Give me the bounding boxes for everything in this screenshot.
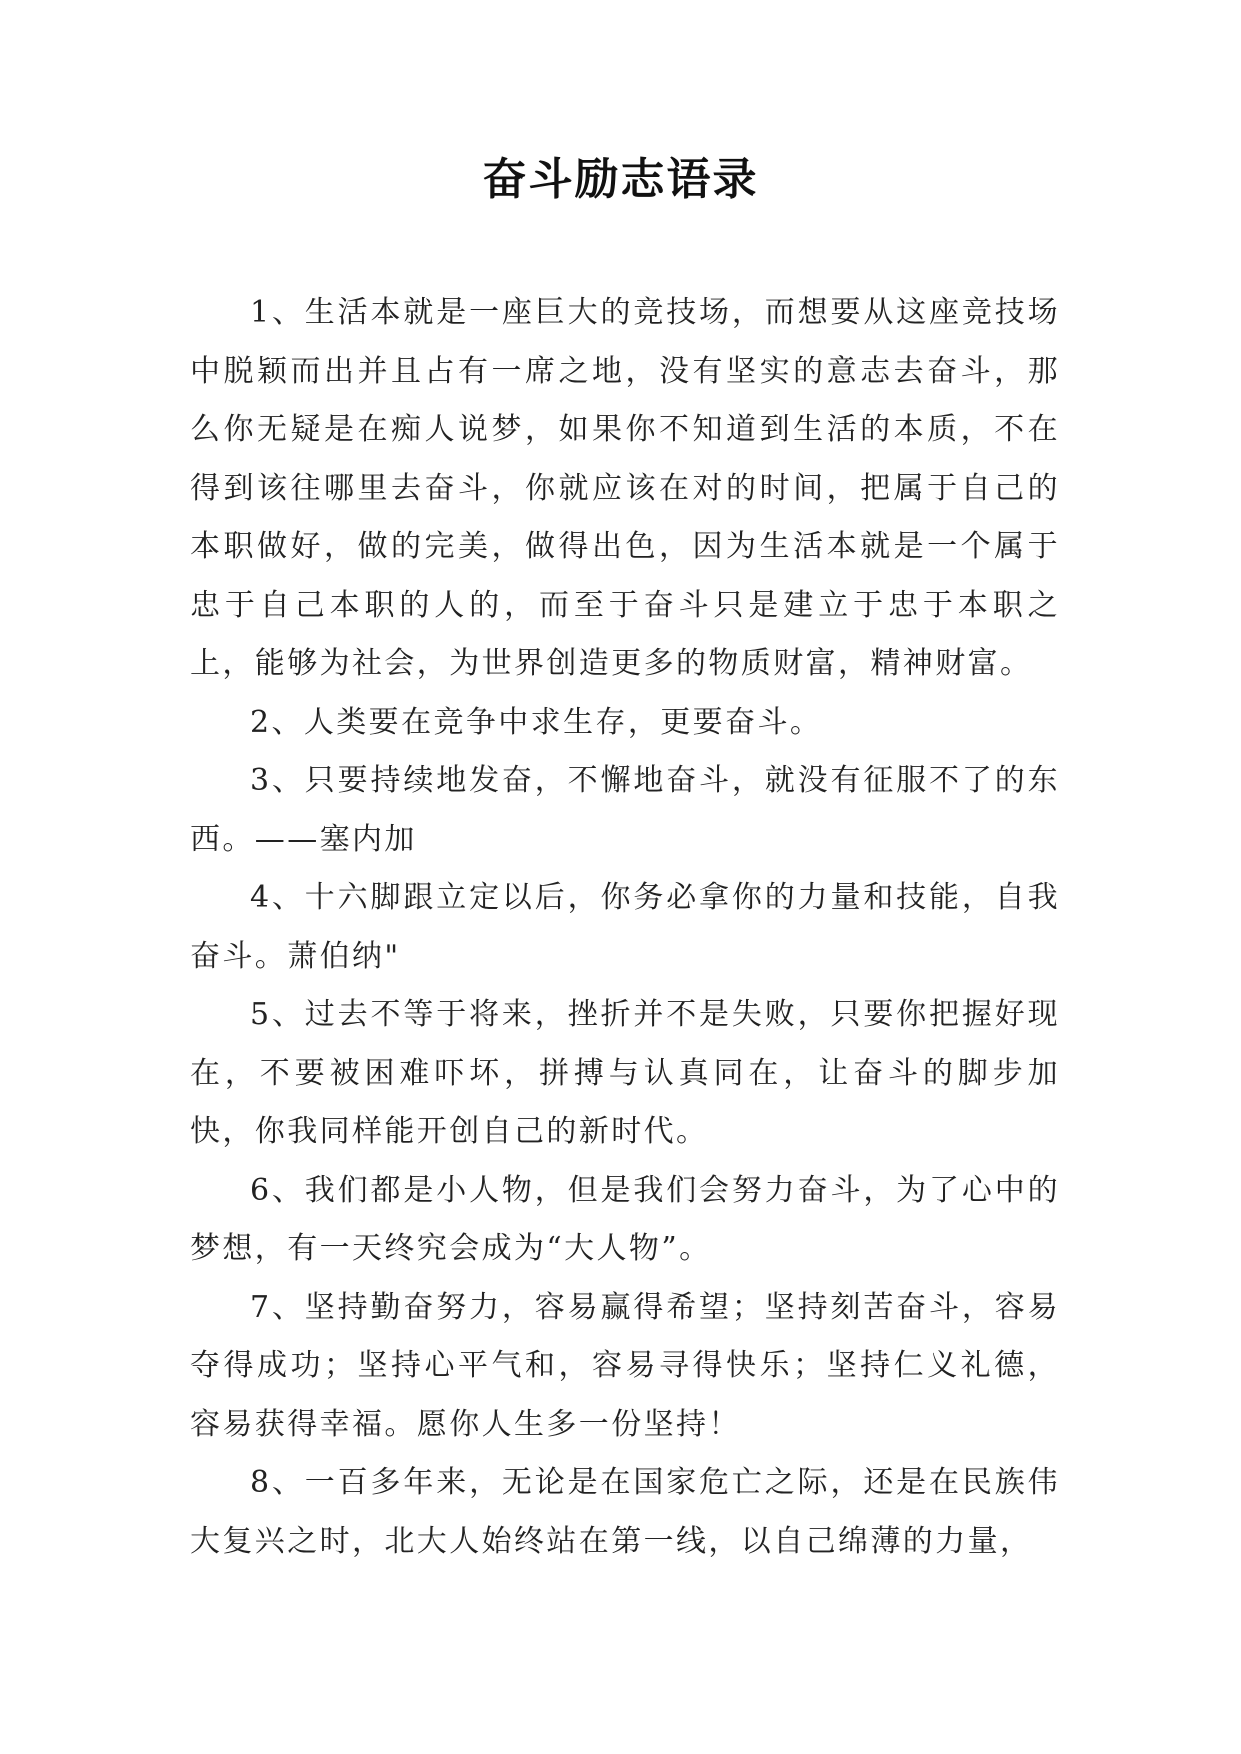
paragraph-1: 1、生活本就是一座巨大的竞技场，而想要从这座竞技场中脱颖而出并且占有一席之地，没有坚实的意志去奋斗，那么你无疑是在痴人说梦，如果你不知道到生活的本质，不在得到该往哪里去奋斗，你就应该在对的时间，把属于自己的本职做好，做的完美，做得出色，因为生活本就是一个属于忠于自己本职的人的，而至于奋斗只是建立于忠于本职之上，能够为社会，为世界创造更多的物质财富，精神财富。: [190, 295, 1060, 681]
paragraph-6: 6、我们都是小人物，但是我们会努力奋斗，为了心中的梦想，有一天终究会成为“大人物”。: [190, 1172, 1060, 1266]
document-title: 奋斗励志语录: [482, 154, 759, 205]
document-body: [190, 284, 1060, 1571]
paragraph-5: 5、过去不等于将来，挫折并不是失败，只要你把握好现在，不要被困难吓坏，拼搏与认真同在，让奋斗的脚步加快，你我同样能开创自己的新时代。: [190, 997, 1060, 1149]
paragraph-2: 2、人类要在竞争中求生存，更要奋斗。: [250, 704, 823, 740]
paragraph-3: 3、只要持续地发奋，不懈地奋斗，就没有征服不了的东西。——塞内加: [190, 763, 1060, 857]
paragraph-4: 4、十六脚跟立定以后，你务必拿你的力量和技能，自我奋斗。萧伯纳": [190, 880, 1060, 974]
paragraph-8: 8、一百多年来，无论是在国家危亡之际，还是在民族伟大复兴之时，北大人始终站在第一线，以自己绵薄的力量，: [190, 1465, 1060, 1559]
paragraph-7: 7、坚持勤奋努力，容易赢得希望；坚持刻苦奋斗，容易夺得成功；坚持心平气和，容易寻得快乐；坚持仁义礼德，容易获得幸福。愿你人生多一份坚持！: [190, 1289, 1060, 1442]
